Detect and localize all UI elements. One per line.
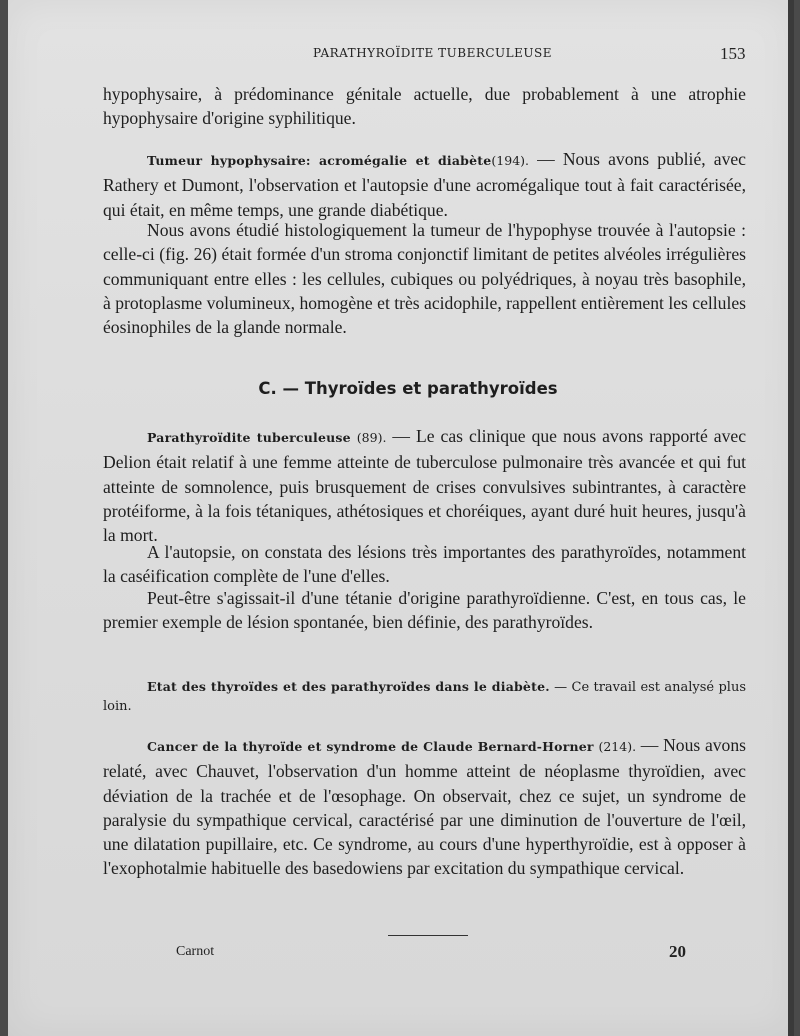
reference-number: (194).	[491, 153, 529, 168]
paragraph-tumeur-hypophysaire	[103, 147, 746, 222]
paragraph-body: — Le cas clinique que nous avons rapporté avec Delion était relatif à une femme atteinte de tuberculose pulmonaire très avancée et qui fut atteinte de somnolence, puis brusquement de crises convulsives subintrantes, à caractère protéiforme, à la fois tétaniques, athétosiques et choréiques, ayant duré huit heures, jusqu'à la mort.	[103, 426, 746, 546]
footer-signature: 20	[669, 942, 686, 961]
paragraph-heading: Tumeur hypophysaire: acromégalie et diabète	[147, 153, 492, 168]
footer-author: Carnot	[176, 944, 215, 959]
page-number: 153	[720, 44, 746, 63]
page-edge-shadow	[788, 0, 794, 1036]
paragraph-cancer-thyroide	[103, 733, 746, 881]
document-page	[8, 0, 794, 1036]
paragraph-etat-thyroides	[103, 677, 746, 716]
paragraph-histologie: Nous avons étudié histologiquement la tumeur de l'hypophyse trouvée à l'autopsie : celle-ci (fig. 26) était formée d'un stroma conjonctif limitant de petites alvéoles irrégulières communiquant entre elles : les cellules, cubiques ou polyédriques, à noyau très basophile, à protoplasme volumineux, homogène et très acidophile, rappellent entièrement les cellules éosinophiles de la glande normale.	[103, 220, 746, 338]
paragraph-body: — Nous avons relaté, avec Chauvet, l'observation d'un homme atteint de néoplasme thyroïdien, avec déviation de la trachée et de l'œsophage. On observait, chez ce sujet, un syndrome de paralysie du sympathique cervical, caractérisé par une diminution de l'ouverture de l'œil, une dilatation pupillaire, etc. Ce syndrome, au cours d'une hyperthyroïdie, est à opposer à l'exophotalmie habituelle des basedowiens par excitation du sympathique cervical.	[103, 735, 746, 879]
paragraph-continuation: hypophysaire, à prédominance génitale actuelle, due probablement à une atrophie hypophysaire d'origine syphilitique.	[103, 84, 746, 129]
paragraph-body: — Ce travail est analysé plus loin.	[103, 680, 747, 714]
paragraph-autopsie: A l'autopsie, on constata des lésions très importantes des parathyroïdes, notamment la caséification complète de l'une d'elles.	[103, 542, 746, 587]
paragraph-tetanie: Peut-être s'agissait-il d'une tétanie d'origine parathyroïdienne. C'est, en tous cas, le premier exemple de lésion spontanée, bien définie, des parathyroïdes.	[103, 588, 746, 633]
paragraph-body: — Nous avons publié, avec Rathery et Dumont, l'observation et l'autopsie d'une acromégalique tout à fait caractérisée, qui était, en même temps, une grande diabétique.	[103, 149, 746, 220]
paragraph-heading: Cancer de la thyroïde et syndrome de Claude Bernard-Horner	[147, 739, 594, 754]
running-title: PARATHYROÏDITE TUBERCULEUSE	[313, 46, 552, 60]
paragraph-heading: Etat des thyroïdes et des parathyroïdes dans le diabète.	[147, 679, 550, 694]
paragraph-heading: Parathyroïdite tuberculeuse	[147, 430, 351, 445]
footer-rule	[388, 935, 468, 936]
reference-number: (214).	[598, 739, 637, 754]
section-title: C. — Thyroïdes et parathyroïdes	[258, 379, 558, 398]
reference-number: (89).	[356, 430, 387, 445]
paragraph-parathyroidite	[103, 424, 746, 547]
